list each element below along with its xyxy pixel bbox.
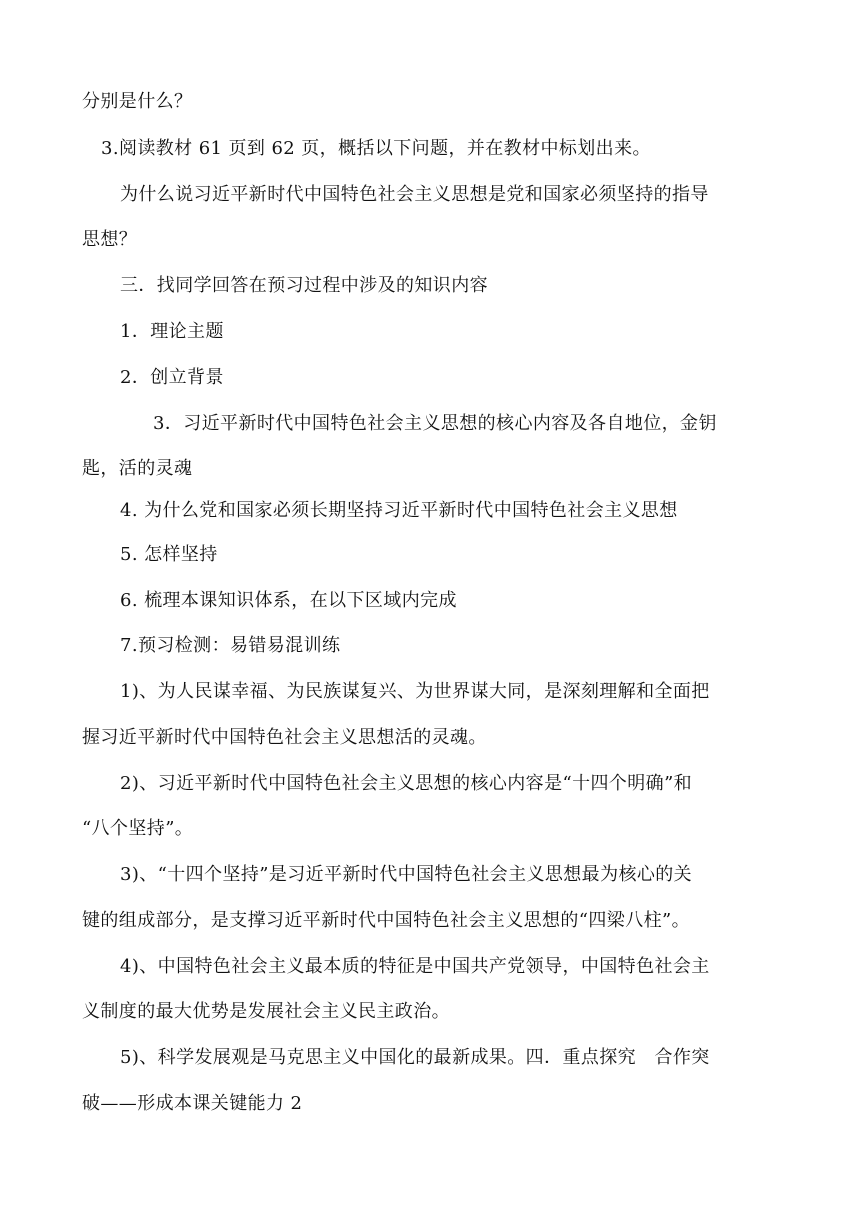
list-item: 2．创立背景 xyxy=(120,367,224,388)
quiz-item: 4)、中国特色社会主义最本质的特征是中国共产党领导，中国特色社会主 xyxy=(120,956,710,977)
list-item: 7.预习检测：易错易混训练 xyxy=(120,635,341,656)
text-line: 键的组成部分，是支撑习近平新时代中国特色社会主义思想的“四梁八柱”。 xyxy=(82,910,691,931)
list-item: 3．习近平新时代中国特色社会主义思想的核心内容及各自地位，金钥 xyxy=(153,413,717,434)
list-item: 1．理论主题 xyxy=(120,321,224,342)
section-heading: 三．找同学回答在预习过程中涉及的知识内容 xyxy=(120,275,488,296)
list-item: 4. 为什么党和国家必须长期坚持习近平新时代中国特色社会主义思想 xyxy=(120,500,678,521)
text-line: 思想？ xyxy=(82,229,138,250)
text-line: “八个坚持”。 xyxy=(82,818,194,839)
text-line: 匙，活的灵魂 xyxy=(82,458,193,479)
text-line: 破——形成本课关键能力 2 xyxy=(82,1093,303,1114)
list-item: 5. 怎样坚持 xyxy=(120,544,218,565)
text-line: 3.阅读教材 61 页到 62 页，概括以下问题，并在教材中标划出来。 xyxy=(101,138,651,159)
text-line: 为什么说习近平新时代中国特色社会主义思想是党和国家必须坚持的指导 xyxy=(120,184,709,205)
list-item: 6. 梳理本课知识体系，在以下区域内完成 xyxy=(120,590,457,611)
text-line: 义制度的最大优势是发展社会主义民主政治。 xyxy=(82,1001,450,1022)
text-line: 分别是什么？ xyxy=(82,91,193,112)
quiz-item: 5)、科学发展观是马克思主义中国化的最新成果。四．重点探究 合作突 xyxy=(120,1047,710,1068)
quiz-item: 2)、习近平新时代中国特色社会主义思想的核心内容是“十四个明确”和 xyxy=(120,773,693,794)
quiz-item: 1)、为人民谋幸福、为民族谋复兴、为世界谋大同，是深刻理解和全面把 xyxy=(120,681,710,702)
text-line: 握习近平新时代中国特色社会主义思想活的灵魂。 xyxy=(82,727,487,748)
quiz-item: 3)、“十四个坚持”是习近平新时代中国特色社会主义思想最为核心的关 xyxy=(120,864,693,885)
